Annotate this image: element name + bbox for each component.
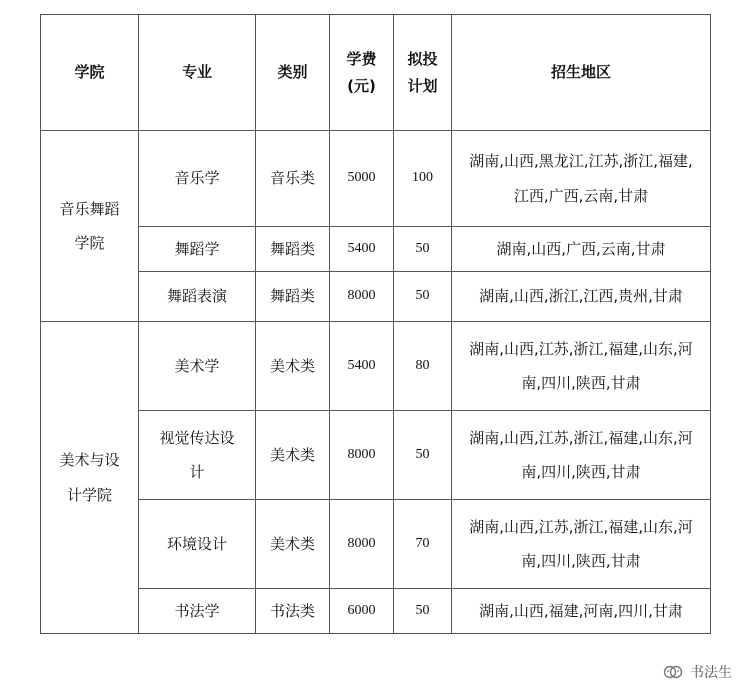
regions-cell: 湖南,山西,福建,河南,四川,甘肃 <box>452 589 711 634</box>
header-plan <box>394 15 452 131</box>
watermark <box>662 662 732 682</box>
college-name-line2: 计学院 <box>66 485 112 504</box>
major-cell: 舞蹈学 <box>139 227 256 272</box>
college-name-line1: 美术与设 <box>59 451 120 469</box>
category-cell: 书法类 <box>256 589 330 634</box>
college-name-line1: 音乐舞蹈 <box>59 199 120 218</box>
plan-cell: 80 <box>394 322 452 411</box>
major-line2: 计 <box>189 463 205 481</box>
header-plan-line2: 计划 <box>407 76 438 95</box>
regions-line1: 湖南,山西,黑龙江,江苏,浙江,福建, <box>469 152 693 170</box>
major-cell: 书法学 <box>139 589 256 634</box>
regions-line1: 湖南,山西,江苏,浙江,福建,山东,河 <box>469 339 693 358</box>
category-cell: 音乐类 <box>256 131 330 227</box>
major-cell: 音乐学 <box>139 131 256 227</box>
college-cell <box>41 322 139 634</box>
regions-cell <box>452 131 711 227</box>
table-row <box>41 272 711 322</box>
watermark-text: 书法生 <box>690 665 732 681</box>
header-fee-line2: (元) <box>347 76 376 95</box>
header-fee <box>330 15 394 131</box>
header-fee-line1: 学费 <box>346 50 377 69</box>
regions-line1: 湖南,山西,江苏,浙江,福建,山东,河 <box>469 428 693 447</box>
header-major: 专业 <box>139 15 256 131</box>
category-cell: 舞蹈类 <box>256 227 330 272</box>
college-cell <box>41 131 139 322</box>
major-line1: 视觉传达设 <box>159 428 235 447</box>
plan-cell: 50 <box>394 272 452 322</box>
plan-cell: 100 <box>394 131 452 227</box>
header-category: 类别 <box>256 15 330 131</box>
category-cell: 舞蹈类 <box>256 272 330 322</box>
regions-cell: 湖南,山西,广西,云南,甘肃 <box>452 227 711 272</box>
category-cell: 美术类 <box>256 322 330 411</box>
regions-line2: 南,四川,陕西,甘肃 <box>521 374 641 392</box>
category-cell: 美术类 <box>256 411 330 500</box>
plan-cell: 70 <box>394 500 452 589</box>
plan-cell: 50 <box>394 411 452 500</box>
wechat-official-account-icon <box>662 663 684 681</box>
major-cell: 环境设计 <box>139 500 256 589</box>
header-plan-line1: 拟投 <box>407 50 438 69</box>
regions-cell <box>452 411 711 500</box>
major-cell: 美术学 <box>139 322 256 411</box>
header-regions: 招生地区 <box>452 15 711 131</box>
table-row <box>41 322 711 411</box>
college-name-line2: 学院 <box>74 234 105 252</box>
fee-cell: 6000 <box>330 589 394 634</box>
fee-cell: 8000 <box>330 500 394 589</box>
regions-cell <box>452 500 711 589</box>
regions-line2: 南,四川,陕西,甘肃 <box>521 463 641 481</box>
major-cell <box>139 411 256 500</box>
major-cell: 舞蹈表演 <box>139 272 256 322</box>
regions-cell: 湖南,山西,浙江,江西,贵州,甘肃 <box>452 272 711 322</box>
regions-line2: 南,四川,陕西,甘肃 <box>521 552 641 570</box>
table-row <box>41 589 711 634</box>
category-cell: 美术类 <box>256 500 330 589</box>
regions-cell <box>452 322 711 411</box>
fee-cell: 8000 <box>330 272 394 322</box>
table-row <box>41 500 711 589</box>
table-row <box>41 411 711 500</box>
fee-cell: 5400 <box>330 322 394 411</box>
fee-cell: 8000 <box>330 411 394 500</box>
header-row <box>41 15 711 131</box>
regions-line1: 湖南,山西,江苏,浙江,福建,山东,河 <box>469 517 693 536</box>
fee-cell: 5000 <box>330 131 394 227</box>
table-row <box>41 227 711 272</box>
table-row <box>41 131 711 227</box>
header-college: 学院 <box>41 15 139 131</box>
fee-cell: 5400 <box>330 227 394 272</box>
enrollment-table <box>40 14 711 634</box>
regions-line2: 江西,广西,云南,甘肃 <box>513 186 649 205</box>
plan-cell: 50 <box>394 227 452 272</box>
plan-cell: 50 <box>394 589 452 634</box>
